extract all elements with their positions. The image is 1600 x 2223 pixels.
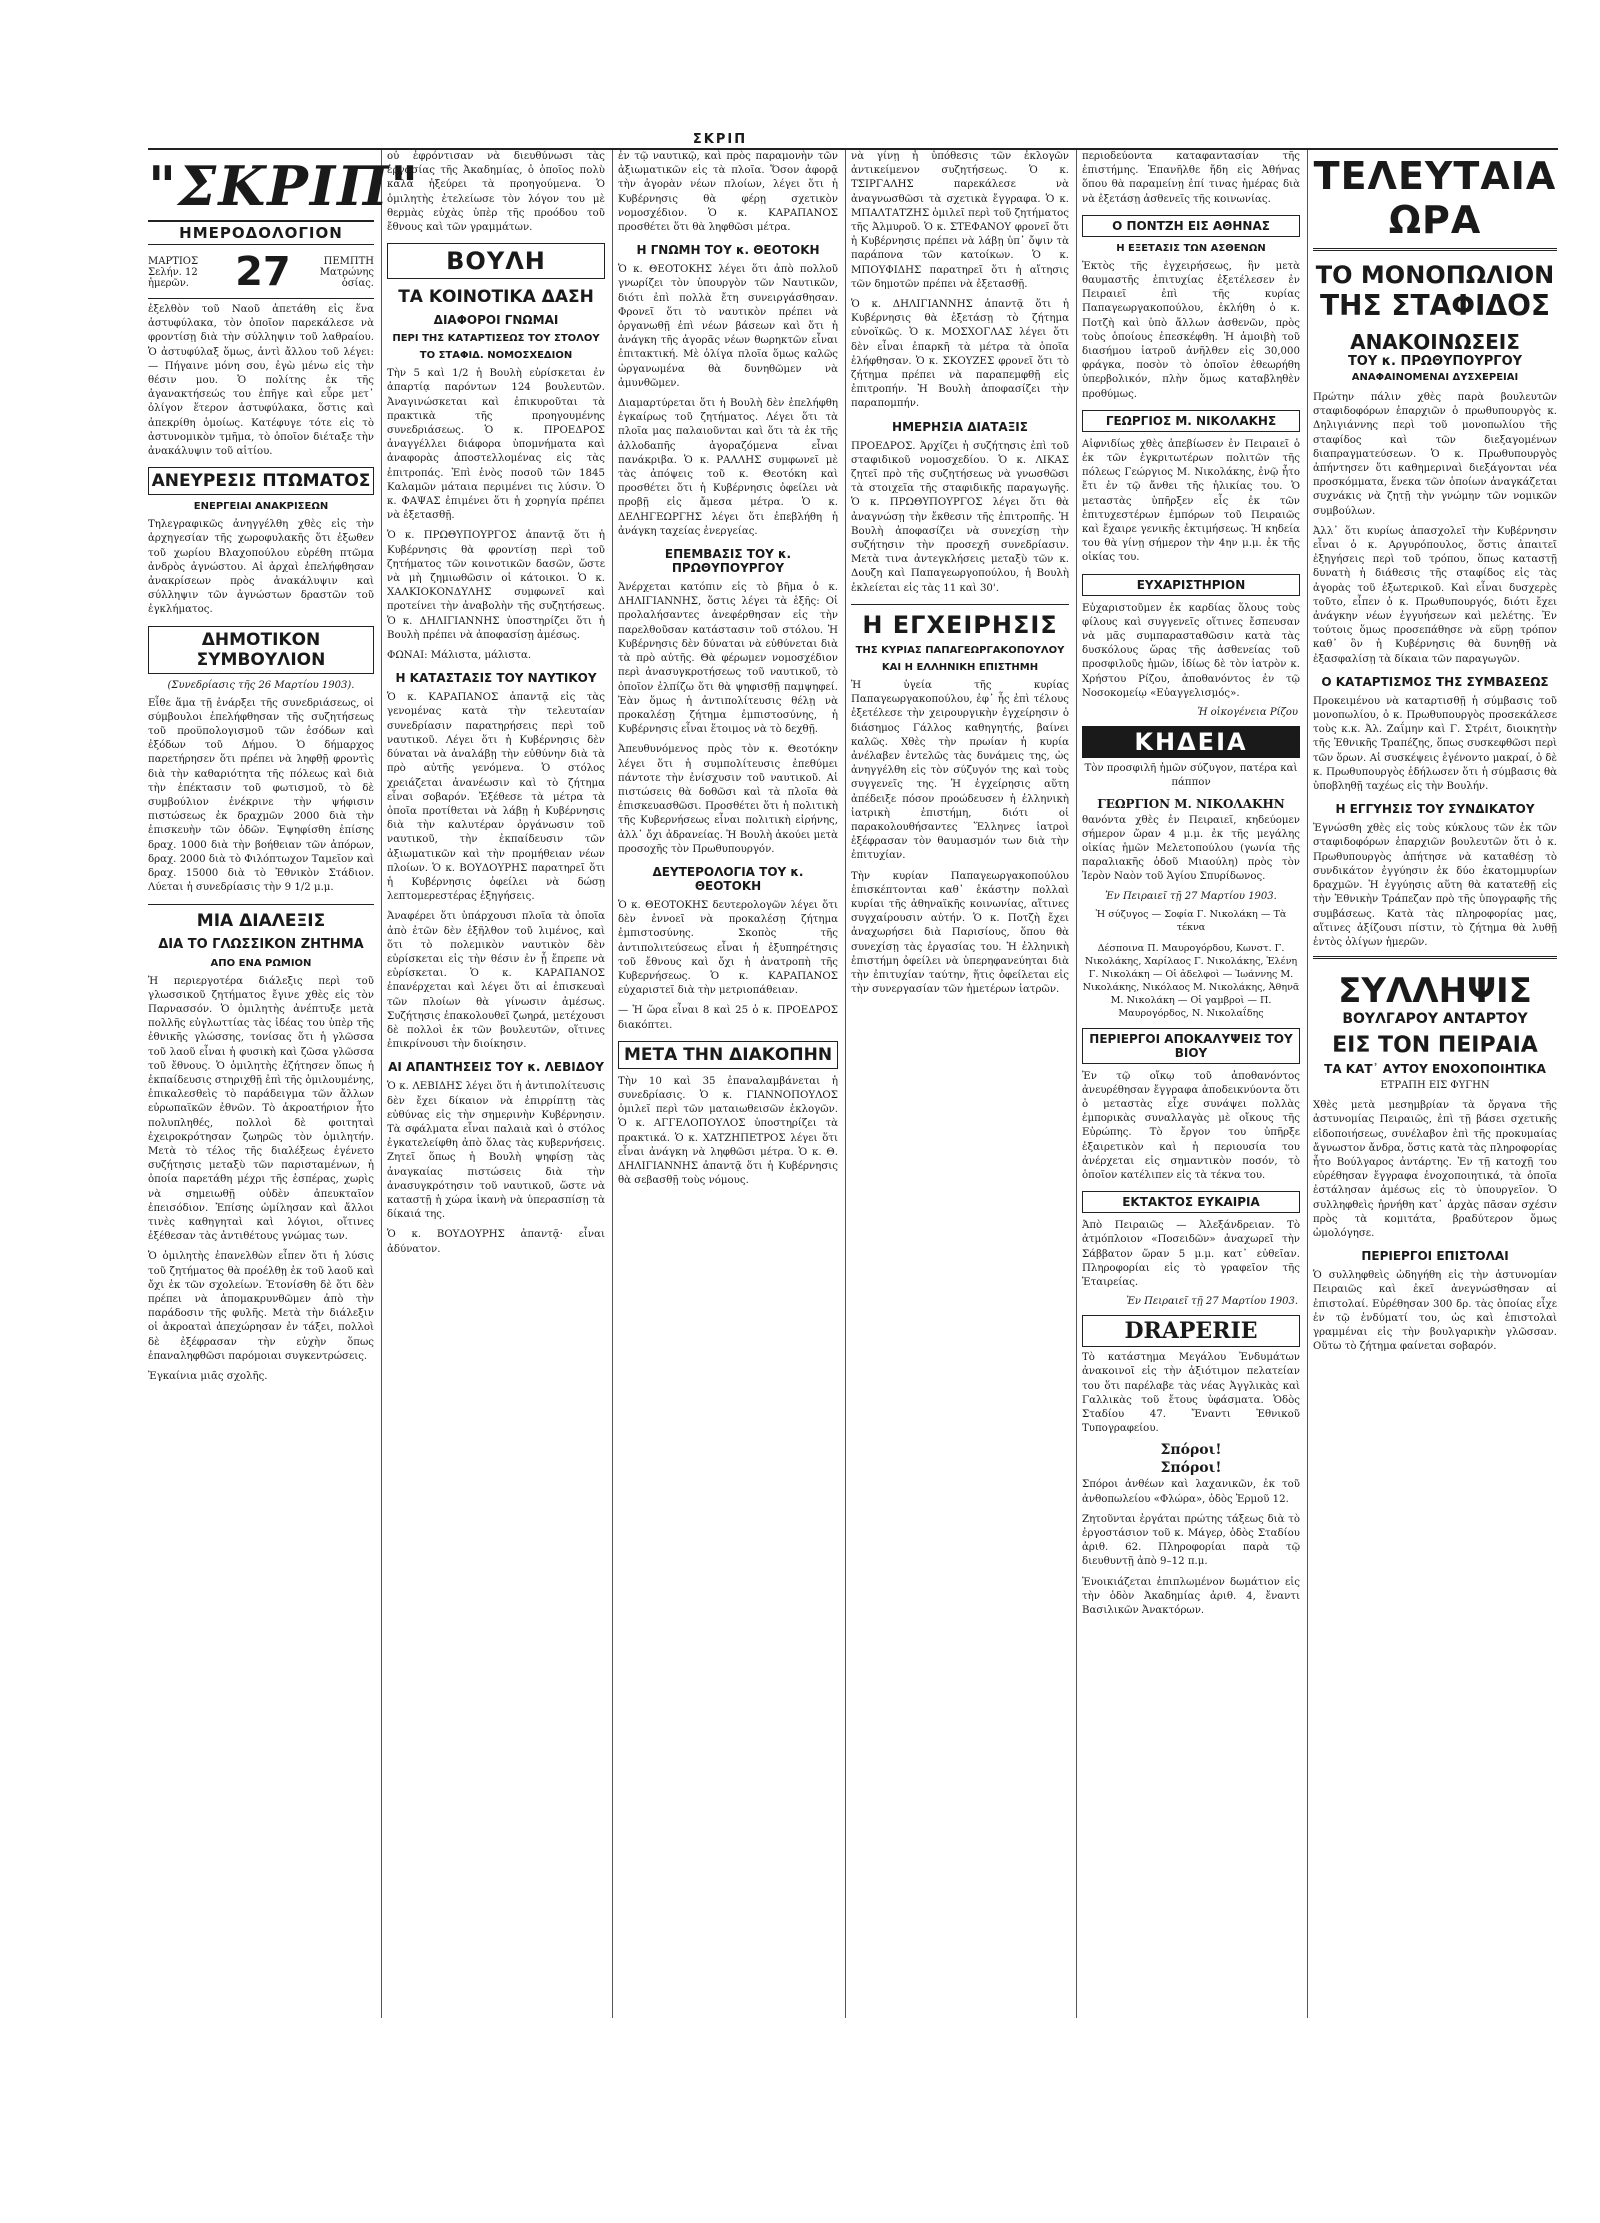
subheadline: ΠΕΡΙ ΤΗΣ ΚΑΤΑΡΤΙΣΕΩΣ ΤΟΥ ΣΤΟΛΟΥ: [392, 333, 600, 345]
headline: ΠΕΡΙΕΡΓΟΙ ΕΠΙΣΤΟΛΑΙ: [1361, 1249, 1509, 1264]
article-text: Ἀναφέρει ὅτι ὑπάρχουσι πλοῖα τὰ ὁποῖα ἀπὸ ἐτῶν δὲν ἐξῆλθον τοῦ λιμένος, καὶ ὅτι τὸ πολεμικὸν ναυτικὸν δὲν εὑρίσκεται εἰς τὴν θέσιν ἐν ᾗ ἔπρεπε νὰ εὑρίσκεται. Ὁ κ. ΚΑΡΑΠΑΝΟΣ ἐπανέρχεται καὶ λέγει ὅτι αἱ ἐπισκευαὶ τῶν πλοίων θὰ γίνωσιν ἀμέσως. Συζήτησις ἐπακολουθεῖ ζωηρά, μετέχουσι δὲ πολλοὶ ἐκ τῶν βουλευτῶν, οἵτινες ἐπικρίνουσι τὴν διοίκησιν.: [387, 911, 605, 1051]
article-text: Ἐνοικιάζεται ἐπιπλωμένον δωμάτιον εἰς τὴν ὁδὸν Ἀκαδημίας ἀριθ. 4, ἔναντι Βασιλικῶν Ἀνακτόρων.: [1082, 1576, 1300, 1616]
advertisement-title: DRAPERIE: [1082, 1315, 1300, 1347]
article-text: Ἀλλ᾽ ὅτι κυρίως ἀπασχολεῖ τὴν Κυβέρνησιν εἶναι ὁ κ. Αργυρόπουλος, ὅστις ἀπαιτεῖ ἐξηγήσεις περὶ τοῦ τρόπου, ὅπως καταστῇ δυνατὴ ἡ διάθεσις τῆς σταφίδος εἰς τὰς ἀγορὰς τοῦ ἐξωτερικοῦ. Καὶ εἶναι δυσχερὲς τοῦτο, εἶπεν ὁ κ. Πρωθυπουργός, διότι ἔχει ἀνάγκην νέων ἐγγυήσεων καὶ μελέτης. Ἐν τούτοις ὅμως προσεπάθησε νὰ εὕρῃ τρόπον καθ᾽ ὃν ἡ Κυβέρνησις θὰ δυνηθῇ νὰ ἐξασφαλίσῃ τὰ δίκαια τῶν παραγωγῶν.: [1313, 525, 1557, 665]
article-text: Ἀνέρχεται κατόπιν εἰς τὸ βῆμα ὁ κ. ΔΗΛΙΓΙΑΝΝΗΣ, ὅστις λέγει τὰ ἑξῆς: Οἱ προλαλήσαντες ἀνεφέρθησαν εἰς τὴν παρελθοῦσαν κατάστασιν τοῦ στόλου. Ἡ Κυβέρνησις δὲν δύναται νὰ εὐθύνεται διὰ τὰ πρὸ αὐτῆς. Θὰ φέρωμεν νομοσχέδιον περὶ ἀνασυγκροτήσεως τοῦ ναυτικοῦ, τὸ ὁποῖον ἐλπίζω ὅτι θὰ ψηφισθῇ παμψηφεί. Ἐὰν ὅμως ἡ ἀντιπολίτευσις θέλῃ νὰ προκαλέσῃ ζήτημα ἐμπιστοσύνης, ἡ Κυβέρνησις εἶναι ἕτοιμος νὰ τὸ δεχθῇ.: [618, 582, 838, 736]
masthead-saint: Ματρώνης ὁσίας.: [319, 266, 374, 289]
subheadline: ΕΝΕΡΓΕΙΑΙ ΑΝΑΚΡΙΣΕΩΝ: [193, 501, 329, 513]
headline: ΣΥΛΛΗΨΙΣ: [1338, 971, 1532, 1012]
banner-headline: ΑΝΑΚΟΙΝΩΣΕΙΣ: [1350, 330, 1520, 354]
funeral-notice-title: ΚΗΔΕΙΑ: [1082, 726, 1300, 758]
article-text: — Ἡ ὥρα εἶναι 8 καὶ 25 ὁ κ. ΠΡΟΕΔΡΟΣ διακόπτει.: [618, 1005, 838, 1031]
article-text: Ἡ περιεργοτέρα διάλεξις περὶ τοῦ γλωσσικοῦ ζητήματος ἔγινε χθὲς εἰς τὸν Παρνασσόν. Ὁ ὁμιλητὴς ἀνέπτυξε μετὰ πολλῆς εὐγλωττίας τὰς ἰδέας του ὑπὲρ τῆς ἐθνικῆς γλώσσης, τονίσας ὅτι ἡ γλῶσσα τοῦ λαοῦ εἶναι ἡ φυσικὴ καὶ ζῶσα γλῶσσα τοῦ ἔθνους. Ὁ ὁμιλητὴς ἐζήτησεν ὅπως ἡ ἐκπαίδευσις στηριχθῇ ἐπὶ τῆς ὁμιλουμένης, ἐπικαλεσθεὶς τὸ παράδειγμα τῶν ἄλλων εὐρωπαϊκῶν ἐθνῶν. Τὸ ἀκροατήριον ἦτο πολυπληθές, πολλοὶ δὲ φοιτηταὶ ἐχειροκρότησαν ζωηρῶς τὸν ὁμιλητήν. Μετὰ τὸ τέλος τῆς διαλέξεως ἐγένετο συζήτησις μεταξὺ τῶν παρισταμένων, ἡ ὁποία παρετάθη μέχρι τῆς ἑσπέρας, χωρὶς νὰ σημειωθῇ οὐδὲν ἀπευκταῖον ἐπεισόδιον. Ἐπίσης ὡμίλησαν καὶ ἄλλοι τινὲς καθηγηταὶ καὶ λόγιοι, οἵτινες ἐξέθεσαν τὰς ἀντιθέτους γνώμας των.: [148, 975, 374, 1243]
subheadline: ΑΠΟ ΕΝΑ ΡΩΜΙΟΝ: [210, 957, 312, 969]
article-text: Χθὲς μετὰ μεσημβρίαν τὰ ὄργανα τῆς ἀστυνομίας Πειραιῶς, ἐπὶ τῇ βάσει σχετικῆς εἰδοποιήσεως, συνέλαβον ἐπὶ τῆς προκυμαίας ἄγνωστον ἄνδρα, ὅστις κατὰ τὰς πληροφορίας ἦτο Βούλγαρος ἀντάρτης. Ἐν τῇ κατοχῇ του εὑρέθησαν ἔγγραφα ἐνοχοποιητικά, τὰ ὁποῖα ἐστάλησαν ἀμέσως εἰς τὸ ὑπουργεῖον. Ὁ συλληφθεὶς ἠρνήθη κατ᾽ ἀρχὰς πᾶσαν σχέσιν πρὸς τὰ κομιτάτα, βραδύτερον ὅμως ὡμολόγησε.: [1313, 1100, 1557, 1239]
article-text: ἐν τῷ ναυτικῷ, καὶ πρὸς παραμονὴν τῶν ἀξιωματικῶν εἰς τὰ πλοῖα. Ὅσον ἀφορᾷ τὴν ἀγορὰν νέων πλοίων, λέγει ὅτι ἡ Κυβέρνησις θὰ φέρῃ σχετικὸν νομοσχέδιον. Ὁ κ. ΚΑΡΑΠΑΝΟΣ προσθέτει ὅτι θὰ ληφθῶσι μέτρα.: [618, 151, 838, 234]
article-text: Ἐν τῷ οἴκῳ τοῦ ἀποθανόντος ἀνευρέθησαν ἔγγραφα ἀποδεικνύοντα ὅτι ὁ μεταστὰς εἶχε συνάψει πολλὰς ἐμπορικὰς συναλλαγὰς μὲ οἴκους τῆς Εὐρώπης. Τὸ ἔργον του ὑπῆρξε ἐξαιρετικὸν καὶ ἡ περιουσία του ἀνέρχεται εἰς σημαντικὸν ποσόν, τὸ ὁποῖον κατέλιπεν εἰς τὰ τέκνα του.: [1082, 1070, 1300, 1181]
article-text: Εἶθε ἅμα τῇ ἐνάρξει τῆς συνεδριάσεως, οἱ σύμβουλοι ἐπελήφθησαν τῆς συζητήσεως τοῦ προϋπολογισμοῦ τῶν ἐσόδων καὶ ἐξόδων τοῦ Δήμου. Ὁ δήμαρχος παρετήρησεν ὅτι πρέπει νὰ ληφθῇ φροντὶς διὰ τὴν καθαριότητα τῆς πόλεως καὶ διὰ τὴν ἐπέκτασιν τοῦ φωτισμοῦ, τὸ δὲ συμβούλιον ἐνέκρινε τὴν ψήφισιν πιστώσεως ἐκ δραχμῶν 2000 διὰ τὴν ἐπισκευὴν τῶν ὁδῶν. Ἐψηφίσθη ἐπίσης δραχ. 1000 διὰ τὴν βοήθειαν τῶν ἀπόρων, δραχ. 2000 διὰ τὸ Φιλόπτωχον Ταμεῖον καὶ δραχ. 15000 διὰ τὸ Ἐθνικὸν Στάδιον. Λύεται ἡ συνεδρίασις τὴν 9 1/2 μ.μ.: [148, 697, 374, 894]
column-6: [1313, 150, 1557, 2018]
mourners-list: Δέσποινα Π. Μαυρογόρδου, Κωνστ. Γ. Νικολάκης, Χαρίλαος Γ. Νικολάκης, Ἑλένη Γ. Νικολάκη — Οἱ ἀδελφοὶ — Ἰωάννης Μ. Νικολάκης, Νικόλαος Μ. Νικολάκης, Ἀθηνᾶ Μ. Νικολάκη — Οἱ γαμβροὶ — Π. Μαυρογόρδος, Ν. Νικολαΐδης: [1082, 942, 1300, 1019]
subheadline: ΤΗΣ ΚΥΡΙΑΣ ΠΑΠΑΓΕΩΡΓΑΚΟΠΟΥΛΟΥ: [855, 644, 1065, 656]
masthead-subtitle: ΗΜΕΡΟΔΟΛΟΓΙΟΝ: [148, 220, 374, 245]
signature: Ἐν Πειραιεῖ τῇ 27 Μαρτίου 1903.: [1126, 1296, 1298, 1308]
article-text: Εὐχαριστοῦμεν ἐκ καρδίας ὅλους τοὺς φίλους καὶ συγγενεῖς οἵτινες ἔσπευσαν νὰ μᾶς συμπαρασταθῶσιν κατὰ τὰς δυσκόλους ὥρας τῆς ἀσθενείας τοῦ προσφιλοῦς ἡμῶν, ἰδίως δὲ τὸν ἰατρὸν κ. Χρήστου Ρίζου, ἀποθανόντος ἐν τῷ Νοσοκομείῳ «Εὐαγγελισμός».: [1082, 602, 1300, 699]
masthead-dateblock: [148, 249, 374, 299]
headline: ΔΗΜΟΤΙΚΟΝ ΣΥΜΒΟΥΛΙΟΝ: [148, 626, 374, 674]
column-rule: [1076, 150, 1077, 2018]
article-text: Ὁ κ. ΔΗΛΙΓΙΑΝΝΗΣ ἀπαντᾷ ὅτι ἡ Κυβέρνησις θὰ ἐξετάσῃ τὸ ζήτημα εὐνοϊκῶς. Ὁ κ. ΜΟΣΧΟΓΛΑΣ λέγει ὅτι δὲν εἶναι ἐπαρκῆ τὰ μέτρα τὰ ὁποῖα ἐλήφθησαν. Ὁ κ. ΣΚΟΥΖΕΣ φρονεῖ ὅτι τὸ ζήτημα πρέπει νὰ παραπεμφθῇ εἰς ἐπιτροπήν. Ἡ Βουλὴ ἀποφασίζει τὴν παραπομπήν.: [851, 299, 1069, 410]
article-text: Τὸ κατάστημα Μεγάλου Ἐνδυμάτων ἀνακοινοῖ εἰς τὴν ἀξιότιμον πελατείαν του ὅτι παρέλαβε τὰς νέας Ἀγγλικὰς καὶ Γαλλικὰς τοῦ ἔτους ὑφάσματα. Ὁδὸς Σταδίου 47. Ἔναντι Ἐθνικοῦ Τυπογραφείου.: [1082, 1352, 1300, 1435]
banner-subheadline: ΑΝΑΦΑΙΝΟΜΕΝΑΙ ΔΥΣΧΕΡΕΙΑΙ: [1351, 372, 1519, 383]
article-text: περιοδεύοντα καταφαντασίαν τῆς ἐπιστήμης. Ἐπανῆλθε ἤδη εἰς Ἀθήνας ὅπου θὰ παραμείνῃ ἐπί τινας ἡμέρας διὰ νὰ ἐξετάσῃ ἀσθενεῖς τῆς κοινωνίας.: [1082, 151, 1300, 205]
column-rule: [845, 150, 846, 2018]
signature: Ἡ οἰκογένεια Ρίζου: [1197, 707, 1298, 719]
article-text: νὰ γίνῃ ἡ ὑπόθεσις τῶν ἐκλογῶν ἀντικείμενον συζητήσεως. Ὁ κ. ΤΣΙΡΓΑΛΗΣ παρεκάλεσε νὰ ἀναγνωσθῶσι τὰ σχετικὰ ἔγγραφα. Ὁ κ. ΜΠΑΛΤΑΤΖΗΣ ὁμιλεῖ περὶ τοῦ ζητήματος τῆς Ἀλμυροῦ. Ὁ κ. ΣΤΕΦΑΝΟΥ φρονεῖ ὅτι ἡ Κυβέρνησις πρέπει νὰ λάβῃ ὑπ᾽ ὄψιν τὰ παράπονα τῶν κατοίκων. Ὁ κ. ΜΠΟΥΦΙΔΗΣ παρατηρεῖ ὅτι ἡ αἴτησις τῶν δημοτῶν πρέπει νὰ ἐξετασθῇ.: [851, 151, 1069, 290]
article-text: Προκειμένου νὰ καταρτισθῇ ἡ σύμβασις τοῦ μονοπωλίου, ὁ κ. Πρωθυπουργὸς προσεκάλεσε τοὺς κ.κ. Ἀλ. Ζαΐμην καὶ Γ. Στρέιτ, διοικητὴν τῆς Ἐθνικῆς Τραπέζης, ὅπως συσκεφθῶσι περὶ τῶν ὅρων. Αἱ συσκέψεις ἐγένοντο μακραί, ὁ δὲ κ. Πρωθυπουργὸς ἐδήλωσεν ὅτι ἡ σύμβασις θὰ ὑποβληθῇ ταχέως εἰς τὴν Βουλήν.: [1313, 695, 1557, 793]
dateline: Ἐν Πειραιεῖ τῇ 27 Μαρτίου 1903.: [1105, 890, 1277, 902]
banner-headline: ΤΗΣ ΣΤΑΦΙΔΟΣ: [1319, 289, 1551, 322]
headline: ΕΠΕΜΒΑΣΙΣ ΤΟΥ κ. ΠΡΩΘΥΠΟΥΡΓΟΥ: [664, 547, 792, 576]
article-text: Ἀπὸ Πειραιῶς — Ἀλεξάνδρειαν. Τὸ ἀτμόπλοιον «Ποσειδῶν» ἀναχωρεῖ τὴν Σάββατον ὥραν 5 μ.μ. κατ᾽ εὐθεῖαν. Πληροφορίαι εἰς τὸ γραφεῖον τῆς Ἑταιρείας.: [1082, 1220, 1300, 1288]
subheadline: ΒΟΥΛΓΑΡΟΥ ΑΝΤΑΡΤΟΥ: [1342, 1011, 1528, 1028]
masthead-title: "ΣΚΡΙΠ": [148, 154, 421, 218]
headline: ΗΜΕΡΗΣΙΑ ΔΙΑΤΑΞΙΣ: [892, 419, 1028, 434]
subheadline: ΔΙΑ ΤΟ ΓΛΩΣΣΙΚΟΝ ΖΗΤΗΜΑ: [158, 936, 364, 952]
headline: Η ΚΑΤΑΣΤΑΣΙΣ ΤΟΥ ΝΑΥΤΙΚΟΥ: [395, 671, 597, 686]
article-text: Ὁ κ. ΚΑΡΑΠΑΝΟΣ ἀπαντᾷ εἰς τὰς γενομένας κατὰ τὴν τελευταίαν συνεδρίασιν παρατηρήσεις περὶ τοῦ ναυτικοῦ. Λέγει ὅτι ἡ Κυβέρνησις δὲν δύναται νὰ ἀναλάβῃ τὴν εὐθύνην διὰ τὰ πρὸ αὐτῆς γενόμενα. Ὁ στόλος χρειάζεται ἀνανέωσιν καὶ τὸ ζήτημα εἶναι σοβαρόν. Ἐξέθεσε τὰ μέτρα τὰ ὁποῖα προτίθεται νὰ λάβῃ ἡ Κυβέρνησις διὰ τὴν καλυτέραν ὀργάνωσιν τοῦ ναυτικοῦ, τὴν ἐκπαίδευσιν τῶν ἀξιωματικῶν καὶ τὴν προμήθειαν νέων πλοίων. Ὁ κ. ΒΟΥΔΟΥΡΗΣ παρατηρεῖ ὅτι ἡ Κυβέρνησις ὀφείλει νὰ δώσῃ λεπτομερεστέρας ἐξηγήσεις.: [387, 692, 605, 903]
subheadline: Η ΕΞΕΤΑΣΙΣ ΤΩΝ ΑΣΘΕΝΩΝ: [1116, 242, 1266, 254]
headline: ΤΑ ΚΟΙΝΟΤΙΚΑ ΔΑΣΗ: [398, 287, 594, 308]
article-text: Τὴν 10 καὶ 35 ἐπαναλαμβάνεται ἡ συνεδρίασις. Ὁ κ. ΓΙΑΝΝΟΠΟΥΛΟΣ ὁμιλεῖ περὶ τῶν ματαιωθεισῶν ἐκλογῶν. Ὁ κ. ΑΓΓΕΛΟΠΟΥΛΟΣ ὑποστηρίζει τὰ πρακτικά. Ὁ κ. ΧΑΤΖΗΠΕΤΡΟΣ λέγει ὅτι εἶναι ἀνάγκη νὰ ληφθῶσι μέτρα. Ὁ κ. Θ. ΔΗΛΙΓΙΑΝΝΗΣ ἀπαντᾷ ὅτι ἡ Κυβέρνησις θὰ σεβασθῇ τοὺς νόμους.: [618, 1075, 838, 1187]
headline: ΜΕΤΑ ΤΗΝ ΔΙΑΚΟΠΗΝ: [618, 1041, 838, 1069]
masthead-right: [291, 256, 374, 289]
article-text: Ὁ κ. ΘΕΟΤΟΚΗΣ δευτερολογῶν λέγει ὅτι δὲν ἐννοεῖ νὰ προκαλέσῃ ζήτημα ἐμπιστοσύνης. Σκοπὸς τῆς ἀντιπολιτεύσεως εἶναι ἡ ἐξυπηρέτησις τοῦ ἔθνους καὶ ὄχι ἡ ἀνατροπὴ τῆς Κυβερνήσεως. Ὁ κ. ΚΑΡΑΠΑΝΟΣ εὐχαριστεῖ διὰ τὴν μετριοπάθειαν.: [618, 899, 838, 997]
subheadline: ΚΑΙ Η ΕΛΛΗΝΙΚΗ ΕΠΙΣΤΗΜΗ: [881, 661, 1039, 673]
section-rule: [1313, 956, 1557, 959]
column-2: [387, 150, 605, 2018]
dateline: (Συνεδρίασις τῆς 26 Μαρτίου 1903).: [167, 679, 355, 691]
subheadline: ΤΑ ΚΑΤ᾽ ΑΥΤΟΥ ΕΝΟΧΟΠΟΙΗΤΙΚΑ: [1324, 1062, 1546, 1077]
article-text: Διαμαρτύρεται ὅτι ἡ Βουλὴ δὲν ἐπελήφθη ἐγκαίρως τοῦ ζητήματος. Λέγει ὅτι τὰ πλοῖα μας παλαιοῦνται καὶ ὅτι τὰ ἐκ τῆς ἀλλοδαπῆς ἀγοραζόμενα εἶναι πανάκριβα. Ὁ κ. ΡΑΛΛΗΣ συμφωνεῖ μὲ τὰς ἀπόψεις τοῦ κ. Θεοτόκη καὶ προσθέτει ὅτι ἡ Κυβέρνησις ὀφείλει νὰ προβῇ εἰς ἄμεσα μέτρα. Ὁ κ. ΔΕΛΗΓΕΩΡΓΗΣ λέγει ὅτι ἐπεβλήθη ἡ ἀνάγκη ταχείας ἐνεργείας.: [618, 398, 838, 537]
article-text: ΠΡΟΕΔΡΟΣ. Ἀρχίζει ἡ συζήτησις ἐπὶ τοῦ σταφιδικοῦ νομοσχεδίου. Ὁ κ. ΛΙΚΑΣ ζητεῖ πρὸ τῆς συζητήσεως νὰ γνωσθῶσι τὰ στοιχεῖα τῆς σταφιδικῆς παραγωγῆς. Ὁ κ. ΠΡΩΘΥΠΟΥΡΓΟΣ λέγει ὅτι θὰ ἀναγνώσῃ τὴν ἔκθεσιν τῆς ἐπιτροπῆς. Ἡ Βουλὴ ἀποφασίζει νὰ συνεχίσῃ τὴν συζήτησιν τὴν προσεχῆ συνεδρίασιν. Μετὰ τινα ἀντεγκλήσεις μεταξὺ τῶν κ. Δουζη καὶ Παπαγεωργοπούλου, ἡ Βουλὴ ἐκλείεται εἰς τὰς 11 καὶ 30'.: [851, 440, 1069, 594]
article-text: Ἐγκαίνια μιᾶς σχολῆς.: [148, 1370, 268, 1382]
column-rule: [381, 150, 382, 2018]
banner-headline: ΤΕΛΕΥΤΑΙΑ ΩΡΑ: [1313, 154, 1557, 242]
column-5: [1082, 150, 1300, 2018]
subheadline: ΔΙΑΦΟΡΟΙ ΓΝΩΜΑΙ: [433, 313, 559, 328]
article-text: Ὁ κ. ΠΡΩΘΥΠΟΥΡΓΟΣ ἀπαντᾷ ὅτι ἡ Κυβέρνησις θὰ φροντίσῃ περὶ τοῦ ζητήματος τῶν κοινοτικῶν δασῶν, ὥστε νὰ μὴ ζημιωθῶσιν οἱ κάτοικοι. Ὁ κ. ΧΑΛΚΙΟΚΟΝΔΥΛΗΣ συμφωνεῖ καὶ προτείνει τὴν ἀναβολὴν τῆς συζητήσεως. Ὁ κ. ΔΗΛΙΓΙΑΝΝΗΣ ὑποστηρίζει ὅτι ἡ Βουλὴ πρέπει νὰ ἀποφασίσῃ ἀμέσως.: [387, 530, 605, 641]
column-rule: [1307, 150, 1308, 2018]
column-4: [851, 150, 1069, 2018]
masthead-month: ΜΑΡΤΙΟΣ: [148, 255, 199, 267]
advertisement-line: Σπόροι!: [1160, 1460, 1222, 1477]
masthead-moon: Σελήν. 12 ἡμερῶν.: [148, 266, 198, 289]
banner-headline: ΤΟΥ κ. ΠΡΩΘΥΠΟΥΡΓΟΥ: [1347, 354, 1523, 369]
article-text: Τὴν 5 καὶ 1/2 ἡ Βουλὴ εὑρίσκεται ἐν ἀπαρτίᾳ παρόντων 124 βουλευτῶν. Ἀναγινώσκεται καὶ ἐπικυροῦται τὰ πρακτικὰ τῆς προηγουμένης συνεδριάσεως. Ὁ κ. ΠΡΟΕΔΡΟΣ ἀναγγέλλει διάφορα ὑπομνήματα καὶ ἀναφορὰς ἀποστελλομένας εἰς τὰς ἐπιτροπάς. Ἐπὶ ἑνὸς ποσοῦ τῶν 1845 Καλαμῶν μάταια περιμένει τις λύσιν. Ὁ κ. ΦΑΨΑΣ ἐπιμένει ὅτι ἡ χορηγία πρέπει νὰ ἐξετασθῇ.: [387, 368, 605, 522]
article-text: Τὴν κυρίαν Παπαγεωργακοπούλου ἐπισκέπτονται καθ᾽ ἑκάστην πολλαὶ κυρίαι τῆς ἀθηναϊκῆς κοινωνίας, αἵτινες συγχαίρουσιν αὐτήν. Ὁ κ. Ποτζὴ ἔχει ἀναχωρήσει διὰ Παρισίους, ὅπου θὰ συνεχίσῃ τὰς ἐργασίας του. Ἡ ἑλληνικὴ ἐπιστήμη ὀφείλει νὰ ὑπερηφανεύηται διὰ τὴν ἐπιτυχίαν ταύτην, ἥτις ὀφείλεται εἰς τὴν συνεργασίαν τῶν ἡμετέρων ἰατρῶν.: [851, 870, 1069, 996]
headline: ΒΟΥΛΗ: [387, 243, 605, 279]
banner-headline: ΤΟ ΜΟΝΟΠΩΛΙΟΝ: [1315, 261, 1555, 289]
article-text: Σπόροι ἀνθέων καὶ λαχανικῶν, ἐκ τοῦ ἀνθοπωλείου «Φλώρα», ὁδὸς Ἑρμοῦ 12.: [1082, 1479, 1300, 1505]
article-text: Ὁ κ. ΒΟΥΔΟΥΡΗΣ ἀπαντᾷ· εἶναι ἀδύνατον.: [387, 1229, 605, 1255]
headline: ΜΙΑ ΔΙΑΛΕΞΙΣ: [148, 904, 374, 931]
banner-rule: [1313, 248, 1557, 251]
article-text: Ἀπευθυνόμενος πρὸς τὸν κ. Θεοτόκην λέγει ὅτι ἡ συμπολίτευσις ἐπεθύμει πάντοτε τὴν ἐνίσχυσιν τοῦ ναυτικοῦ. Αἱ πιστώσεις θὰ δοθῶσι καὶ τὰ πλοῖα θὰ ἐπισκευασθῶσι. Προσθέτει ὅτι ἡ πολιτικὴ τῆς Κυβερνήσεως εἶναι πολιτικὴ εἰρήνης, ἀλλ᾽ ὄχι ἀδρανείας. Ἡ Βουλὴ ἀκούει μετὰ προσοχῆς τὸν Πρωθυπουργόν.: [618, 744, 838, 855]
headline: Η ΕΓΧΕΙΡΗΣΙΣ: [851, 604, 1069, 639]
article-text: Ἡ ὑγεία τῆς κυρίας Παπαγεωργακοπούλου, ἐφ᾽ ἧς ἐπὶ τέλους ἐξετέλεσε τὴν χειρουργικὴν ἐγχείρησιν ὁ διάσημος Γάλλος καθηγητής, βαίνει καλῶς. Χθὲς τὴν πρωίαν ἡ κυρία ἀνέλαβεν ἐντελῶς τὰς δυνάμεις της, ὡς ἀνηγγέλθη εἰς τὸν σύζυγόν της καὶ τοὺς συγγενεῖς της. Ἡ ἐγχείρησις αὕτη ἀπέδειξε πόσον προώδευσεν ἡ ἑλληνικὴ ἰατρικὴ ἐπιστήμη, διότι οἱ παρακολουθήσαντες Ἕλληνες ἰατροὶ ἐξέφρασαν τὸν θαυμασμόν των διὰ τὴν ἐπιτυχίαν.: [851, 679, 1069, 862]
article-text: Ζητοῦνται ἐργάται πρώτης τάξεως διὰ τὸ ἐργοστάσιον τοῦ κ. Μάγερ, ὁδὸς Σταδίου ἀριθ. 62. Πληροφορίαι παρὰ τῷ διευθυντῇ ἀπὸ 9–12 π.μ.: [1082, 1513, 1300, 1568]
article-text: Τὸν προσφιλῆ ἡμῶν σύζυγον, πατέρα καὶ πάππον: [1084, 763, 1298, 789]
masthead-left: [148, 256, 235, 289]
headline: ΓΕΩΡΓΙΟΣ Μ. ΝΙΚΟΛΑΚΗΣ: [1082, 410, 1300, 432]
article-text: Ἐγνώσθη χθὲς εἰς τοὺς κύκλους τῶν ἐκ τῶν σταφιδοφόρων ἐπαρχιῶν βουλευτῶν ὅτι ὁ κ. Πρωθυπουργὸς ἀπήτησε νὰ καταθέσῃ τὸ συνδικάτον ἐγγύησιν ἐκ δύο ἑκατομμυρίων δραχμῶν. Ἡ ἐγγύησις αὕτη θὰ κατατεθῇ εἰς τὴν Ἐθνικὴν Τράπεζαν πρὸ τῆς ὑπογραφῆς τῆς συμβάσεως. Κατὰ τὰς πληροφορίας μας, αἵτινες ἀξίζουσι πίστιν, τὸ ζήτημα θὰ λυθῇ ἐντὸς ὀλίγων ἡμερῶν.: [1313, 823, 1557, 948]
headline: ΠΕΡΙΕΡΓΟΙ ΑΠΟΚΑΛΥΨΕΙΣ ΤΟΥ ΒΙΟΥ: [1082, 1028, 1300, 1064]
article-text: Πρώτην πάλιν χθὲς παρὰ βουλευτῶν σταφιδοφόρων ἐπαρχιῶν ὁ πρωθυπουργὸς κ. Δηλιγιάννης περὶ τοῦ μονοπωλίου τῆς σταφίδος καὶ τῶν διεξαγομένων διαπραγματεύσεων. Ὁ κ. Πρωθυπουργὸς ἀπήντησεν ὅτι καθημεριναὶ διεξάγονται νέα προσκόμματα, ἕνεκα τῶν ὁποίων ἀναγκάζεται συχνάκις νὰ ζητῇ τὴν γνώμην τῶν νομικῶν συμβούλων.: [1313, 392, 1557, 517]
article-text: ΦΩΝΑΙ: Μάλιστα, μάλιστα.: [387, 650, 532, 662]
article-text: Τηλεγραφικῶς ἀνηγγέλθη χθὲς εἰς τὴν ἀρχηγεσίαν τῆς χωροφυλακῆς ὅτι ἐξωθεν τοῦ χωρίου Βλαχοπούλου εὑρέθη πτῶμα ἀνδρὸς ἀγνώστου. Αἱ ἀρχαὶ ἐπελήφθησαν ἀνακρίσεων πρὸς ἀνακάλυψιν καὶ σύλληψιν τῶν ἀγνώστων δραστῶν τοῦ ἐγκλήματος.: [148, 519, 374, 616]
article-text: ἐξελθὸν τοῦ Ναοῦ ἀπετάθη εἰς ἕνα ἀστυφύλακα, τὸν ὁποῖον παρεκάλεσε νὰ φροντίσῃ διὰ τὴν σύλληψιν τοῦ λαθραίου. Ὁ ἀστυφύλαξ ὅμως, ἀντὶ ἄλλου τοῦ λέγει: — Πήγαινε μόνη σου, ἐγὼ μένω εἰς τὴν θέσιν μου. Ὁ πολίτης ἐκ τῆς ἀγανακτήσεώς του ἐπῆγε καὶ εὗρε μετ᾽ ὀλίγον ἕτερον ἀστυφύλακα, ὅστις καὶ ἀπεκρίθη ὁμοίως. Κατέφυγε τότε εἰς τὸ ἀστυνομικὸν τμῆμα, τὸ ὁποῖον διέταξε τὴν ἀνακάλυψιν τοῦ αἰτίου.: [148, 304, 374, 458]
page-bottom-margin: [0, 2030, 1600, 2223]
headline: ΔΕΥΤΕΡΟΛΟΓΙΑ ΤΟΥ κ. ΘΕΟΤΟΚΗ: [652, 864, 804, 893]
column-rule: [612, 150, 613, 2018]
subheadline: ΕΤΡΑΠΗ ΕΙΣ ΦΥΓΗΝ: [1380, 1080, 1490, 1092]
page-folio: ΣΚΡΙΠ: [692, 132, 748, 147]
column-1: [148, 150, 421, 2018]
article-text: Ὁ κ. ΛΕΒΙΔΗΣ λέγει ὅτι ἡ ἀντιπολίτευσις δὲν ἔχει δίκαιον νὰ ἐπιρρίπτῃ τὰς εὐθύνας εἰς τὴν σημερινὴν Κυβέρνησιν. Τὰ σφάλματα εἶναι παλαιὰ καὶ ὁ στόλος ἐγκατελείφθη ἀπὸ ὅλας τὰς κυβερνήσεις. Ζητεῖ ὅπως ἡ Βουλὴ ψηφίσῃ τὰς ἀναγκαίας πιστώσεις διὰ τὴν ἀνασυγκρότησιν τοῦ ναυτικοῦ, ὥστε νὰ καταστῇ ἡ χώρα ἱκανὴ νὰ ὑπερασπίσῃ τὰ δίκαιά της.: [387, 1081, 605, 1221]
advertisement-line: Σπόροι!: [1160, 1442, 1222, 1459]
article-text: Ὁ ὁμιλητὴς ἐπανελθὼν εἶπεν ὅτι ἡ λύσις τοῦ ζητήματος θὰ προέλθῃ ἐκ τοῦ λαοῦ καὶ ὄχι ἐκ τῶν σχολείων. Ἐτονίσθη δὲ ὅτι δὲν πρέπει νὰ ἀπομακρυνθῶμεν ἀπὸ τὴν παράδοσιν τῆς φυλῆς. Μετὰ τὴν διάλεξιν οἱ ἀκροαταὶ ἀπεχώρησαν ἐν τάξει, πολλοὶ δὲ ἐξέφρασαν τὴν εὐχὴν ὅπως ἐπαναληφθῶσι παρόμοιαι συγκεντρώσεις.: [148, 1251, 374, 1362]
page-top-margin: [0, 0, 1600, 130]
deceased-name: ΓΕΩΡΓΙΟΝ Μ. ΝΙΚΟΛΑΚΗΝ: [1097, 796, 1285, 811]
article-text: Ὁ συλληφθεὶς ὡδηγήθη εἰς τὴν ἀστυνομίαν Πειραιῶς καὶ ἐκεῖ ἀνεγνώσθησαν αἱ ἐπιστολαί. Εὑρέθησαν 300 δρ. τὰς ὁποίας εἶχε ἐν τῷ ἐνδύματί του, ὡς καὶ ἐπιστολαὶ γραμμέναι εἰς τὴν βουλγαρικὴν γλῶσσαν. Οὕτω τὸ ζήτημα φαίνεται σοβαρόν.: [1313, 1270, 1557, 1353]
masthead-day-number: 27: [235, 249, 291, 295]
subheadline: ΤΟ ΣΤΑΦΙΔ. ΝΟΜΟΣΧΕΔΙΟΝ: [419, 350, 573, 362]
headline: ΑΝΕΥΡΕΣΙΣ ΠΤΩΜΑΤΟΣ: [148, 467, 374, 495]
subheadline: ΕΙΣ ΤΟΝ ΠΕΙΡΑΙΑ: [1332, 1033, 1538, 1059]
article-text: Ἐκτὸς τῆς ἐγχειρήσεως, ἣν μετὰ θαυμαστῆς ἐπιτυχίας ἐξετέλεσεν ἐν Πειραιεῖ ἐπὶ τῆς κυρίας Παπαγεωργακοπούλου, ἐκλήθη ὁ κ. Ποτζὴ καὶ ὑπὸ ἄλλων ἀσθενῶν, πρὸς τοὺς ὁποίους ἐπεσκέφθη. Ἡ ἀμοιβὴ τοῦ διασήμου ἰατροῦ ἀνῆλθεν εἰς 30,000 φράγκα, ποσὸν τὸ ὁποῖον ἐθεωρήθη ὑπερβολικόν, πλὴν ὅμως καταβληθὲν προθύμως.: [1082, 260, 1300, 400]
article-text: θανόντα χθὲς ἐν Πειραιεῖ, κηδεύομεν σήμερον ὥραν 4 μ.μ. ἐκ τῆς μεγάλης οἰκίας ἡμῶν Μελετοπούλου (γωνία τῆς παραλιακῆς ὁδοῦ Μιαούλη) πρὸς τὸν Ἱερὸν Ναὸν τοῦ Ἁγίου Σπυρίδωνος.: [1082, 814, 1300, 883]
headline: Ο ΚΑΤΑΡΤΙΣΜΟΣ ΤΗΣ ΣΥΜΒΑΣΕΩΣ: [1321, 674, 1549, 689]
mourners-heading: Ἡ σύζυγος — Σοφία Γ. Νικολάκη — Τὰ τέκνα: [1095, 908, 1287, 933]
article-text: οὐ ἐφρόντισαν νὰ διευθύνωσι τὰς ἐργασίας τῆς Ἀκαδημίας, ὁ ὁποῖος πολὺ καλὰ ἠξεύρει τὰ προηγούμενα. Ὁ ὁμιλητὴς ἐτελείωσε τὸν λόγον του μὲ θερμὰς εὐχὰς ὑπὲρ τῆς προόδου τοῦ ἔθνους καὶ τῶν γραμμάτων.: [387, 151, 605, 234]
headline: Η ΕΓΓΥΗΣΙΣ ΤΟΥ ΣΥΝΔΙΚΑΤΟΥ: [1335, 802, 1535, 817]
headline: ΕΚΤΑΚΤΟΣ ΕΥΚΑΙΡΙΑ: [1082, 1191, 1300, 1213]
column-3: [618, 150, 838, 2018]
headline: Ο ΠΟΝΤΖΗ ΕΙΣ ΑΘΗΝΑΣ: [1082, 215, 1300, 237]
headline: ΑΙ ΑΠΑΝΤΗΣΕΙΣ ΤΟΥ κ. ΛΕΒΙΔΟΥ: [388, 1060, 604, 1075]
masthead-day-name: ΠΕΜΠΤΗ: [323, 255, 374, 267]
headline: ΕΥΧΑΡΙΣΤΗΡΙΟΝ: [1082, 574, 1300, 596]
article-text: Αἰφνιδίως χθὲς ἀπεβίωσεν ἐν Πειραιεῖ ὁ ἐκ τῶν ἐγκριτωτέρων πολιτῶν τῆς πόλεως Γεώργιος Μ. Νικολάκης, ἐνῷ ἦτο ἔτι ἐν τῷ ἄνθει τῆς ἡλικίας του. Ὁ μεταστὰς ὑπῆρξεν εἷς ἐκ τῶν ἐπιτυχεστέρων ἐμπόρων τοῦ Πειραιῶς καὶ ἔχαιρε γενικῆς ἐκτιμήσεως. Ἡ κηδεία του θὰ γίνῃ σήμερον τὴν 4ην μ.μ. ἐκ τῆς οἰκίας του.: [1082, 438, 1300, 564]
headline: Η ΓΝΩΜΗ ΤΟΥ κ. ΘΕΟΤΟΚΗ: [636, 243, 820, 258]
article-text: Ὁ κ. ΘΕΟΤΟΚΗΣ λέγει ὅτι ἀπὸ πολλοῦ γνωρίζει τὸν ὑπουργὸν τῶν Ναυτικῶν, διότι ἐπὶ πολλὰ ἔτη συνειργάσθησαν. Φρονεῖ ὅτι τὸ ναυτικὸν πρέπει νὰ ὀργανωθῇ ἐπὶ νέων βάσεων καὶ ὅτι ἡ ἀνάγκη τῆς ἀγορᾶς νέων θωρηκτῶν εἶναι ἐπιτακτική. Μὲ ὀλίγα πλοῖα ὅμως καλῶς ὠργανωμένα θὰ δυνηθῶμεν νὰ ἀμυνθῶμεν.: [618, 264, 838, 389]
